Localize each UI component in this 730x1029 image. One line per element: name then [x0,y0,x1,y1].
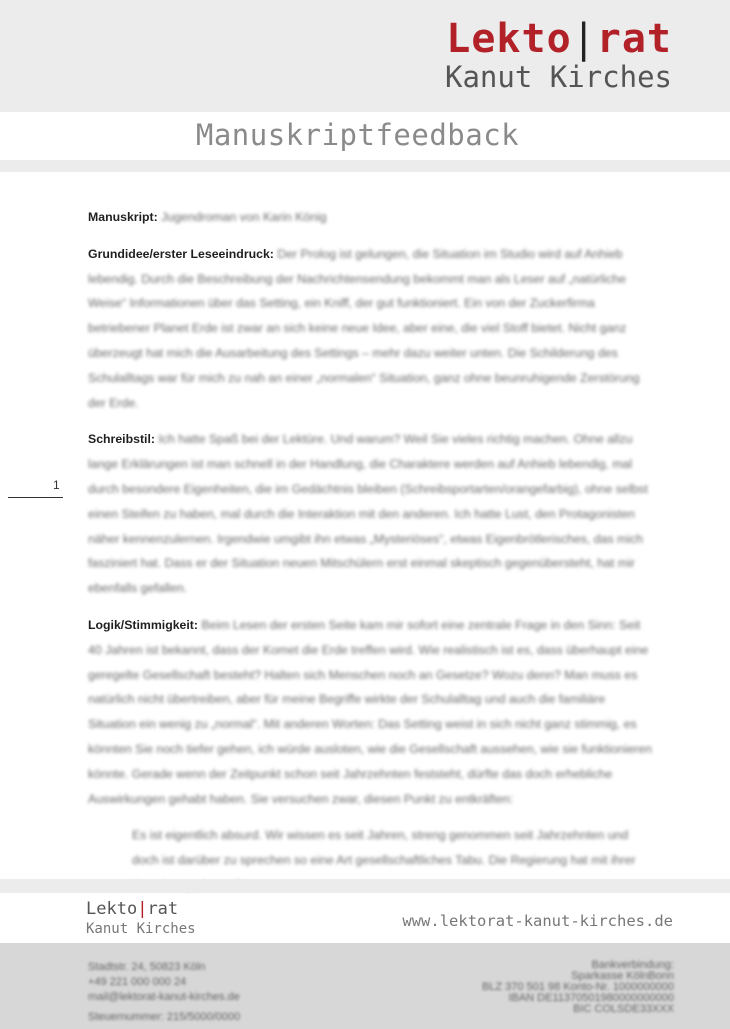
section-writing-style [88,427,653,601]
bank-line: BIC COLSDE33XXX [573,1003,674,1015]
bank-line: Bankverbindung: [591,959,674,971]
section-label: Grundidee/erster Leseeindruck: [88,246,274,261]
divider-band [0,160,730,172]
margin-note-line [8,497,63,498]
address-line: Stadtstr. 24, 50823 Köln [88,961,206,973]
logo-part2: rat [596,16,672,62]
bank-line: BLZ 370 501 98 Konto-Nr. 1000000000 [481,981,674,993]
address-line: Steuernummer: 215/5000/0000 [88,1011,241,1023]
section-label: Schreibstil: [88,432,155,447]
section-label: Logik/Stimmigkeit: [88,617,198,632]
logo [446,16,672,62]
bank-details [482,960,674,1015]
block-quote: Es ist eigentlich absurd. Wir wissen es seit Jahren, streng genommen seit Jahrzehnten und doch ist darüber zu sprechen so eine Art gesellschaftliches Tabu. Die Regierung hat mit ihrer [132,828,636,868]
logo-name: Kanut Kirches [445,60,672,94]
footer-logo-part2: rat [147,899,179,919]
address-line: +49 221 000 000 24 [88,976,187,988]
section-text: Der Prolog ist gelungen, die Situation im Studio wird auf Anhieb lebendig. Durch die Beschreibung der Nachrichtensendung bekommt man als Leser auf „natürliche Weise“ Informationen über das Setting, ein Kniff, der gut funktioniert. Ein von der Zuckerfirma betriebener Planet Erde ist zwar an sich keine neue Idee, aber eine, die viel Stoff bietet. Nicht ganz überzeugt hat mich die Ausarbeitung des Settings – mehr dazu weiter unten. Die Schilderung des Schulalltags war für mich zu nah an einer „normalen“ Situation, ganz ohne beunruhigende Zerstörung der Erde. [88,246,640,410]
section-first-impression [88,242,653,416]
address-line: mail@lektorat-kanut-kirches.de [88,991,240,1003]
page-title: Manuskriptfeedback [195,118,520,152]
logo-part1: Lekto [446,16,572,62]
contact-address [88,960,240,1025]
feedback-body [88,205,653,898]
margin-note-number: 1 [53,478,60,492]
website-link[interactable]: www.lektorat-kanut-kirches.de [402,912,673,930]
footer-logo-separator: | [137,899,148,919]
logo-separator: | [571,16,597,62]
section-label: Manuskript: [88,210,158,224]
bank-line: IBAN DE11370501980000000000 [508,992,674,1004]
section-logic [88,613,653,811]
section-text: Beim Lesen der ersten Seite kam mir sofort eine zentrale Frage in den Sinn: Seit 40 Jahren ist bekannt, dass der Komet die Erde treffen wird. Wie realistisch ist es, dass überhaupt eine geregelte Gesellschaft besteht? Halten sich Menschen noch an Gesetze? Wozu denn? Man muss es natürlich nicht übertreiben, aber für meine Begriffe wirkte der Schulalltag und auch die familiäre Situation ein wenig zu „normal“. Mit anderen Worten: Das Setting weist in sich nicht ganz stimmig, es könnten Sie noch tiefer gehen, ich würde ausloten, wie die Gesellschaft aussehen, wie sie funktionieren könnte. Gerade wenn der Zeitpunkt schon seit Jahrzehnten feststeht, dürfte das doch erhebliche Auswirkungen gehabt haben. Sie versuchen zwar, diesen Punkt zu entkräften: [88,617,652,806]
section-manuscript [88,205,653,230]
section-text: Jugendroman von Karin König [161,210,327,224]
section-text: Ich hatte Spaß bei der Lektüre. Und warum? Weil Sie vieles richtig machen. Ohne allzu lange Erklärungen ist man schnell in der Handlung, die Charaktere werden auf Anhieb lebendig, mal durch besondere Eigenheiten, die im Gedächtnis bleiben (Schreibsportarten/orangefarbig), ohne selbst einen Steifen zu haben, mal durch die Interaktion mit den anderen. Ich hatte Lust, den Protagonisten näher kennenzulernen. Irgendwie umgibt ihn etwas „Mysteriöses“, etwas Eigenbrötlerisches, das mich fasziniert hat. Dass er der Situation neuen Mitschülern erst einmal skeptisch gegenübersteht, hat mir ebenfalls gefallen. [88,432,648,596]
footer-logo-part1: Lekto [86,899,138,919]
divider-band [0,879,730,893]
footer-logo-name: Kanut Kirches [86,921,196,937]
bank-line: Sparkasse KölnBonn [571,970,674,982]
footer-logo [86,899,178,919]
